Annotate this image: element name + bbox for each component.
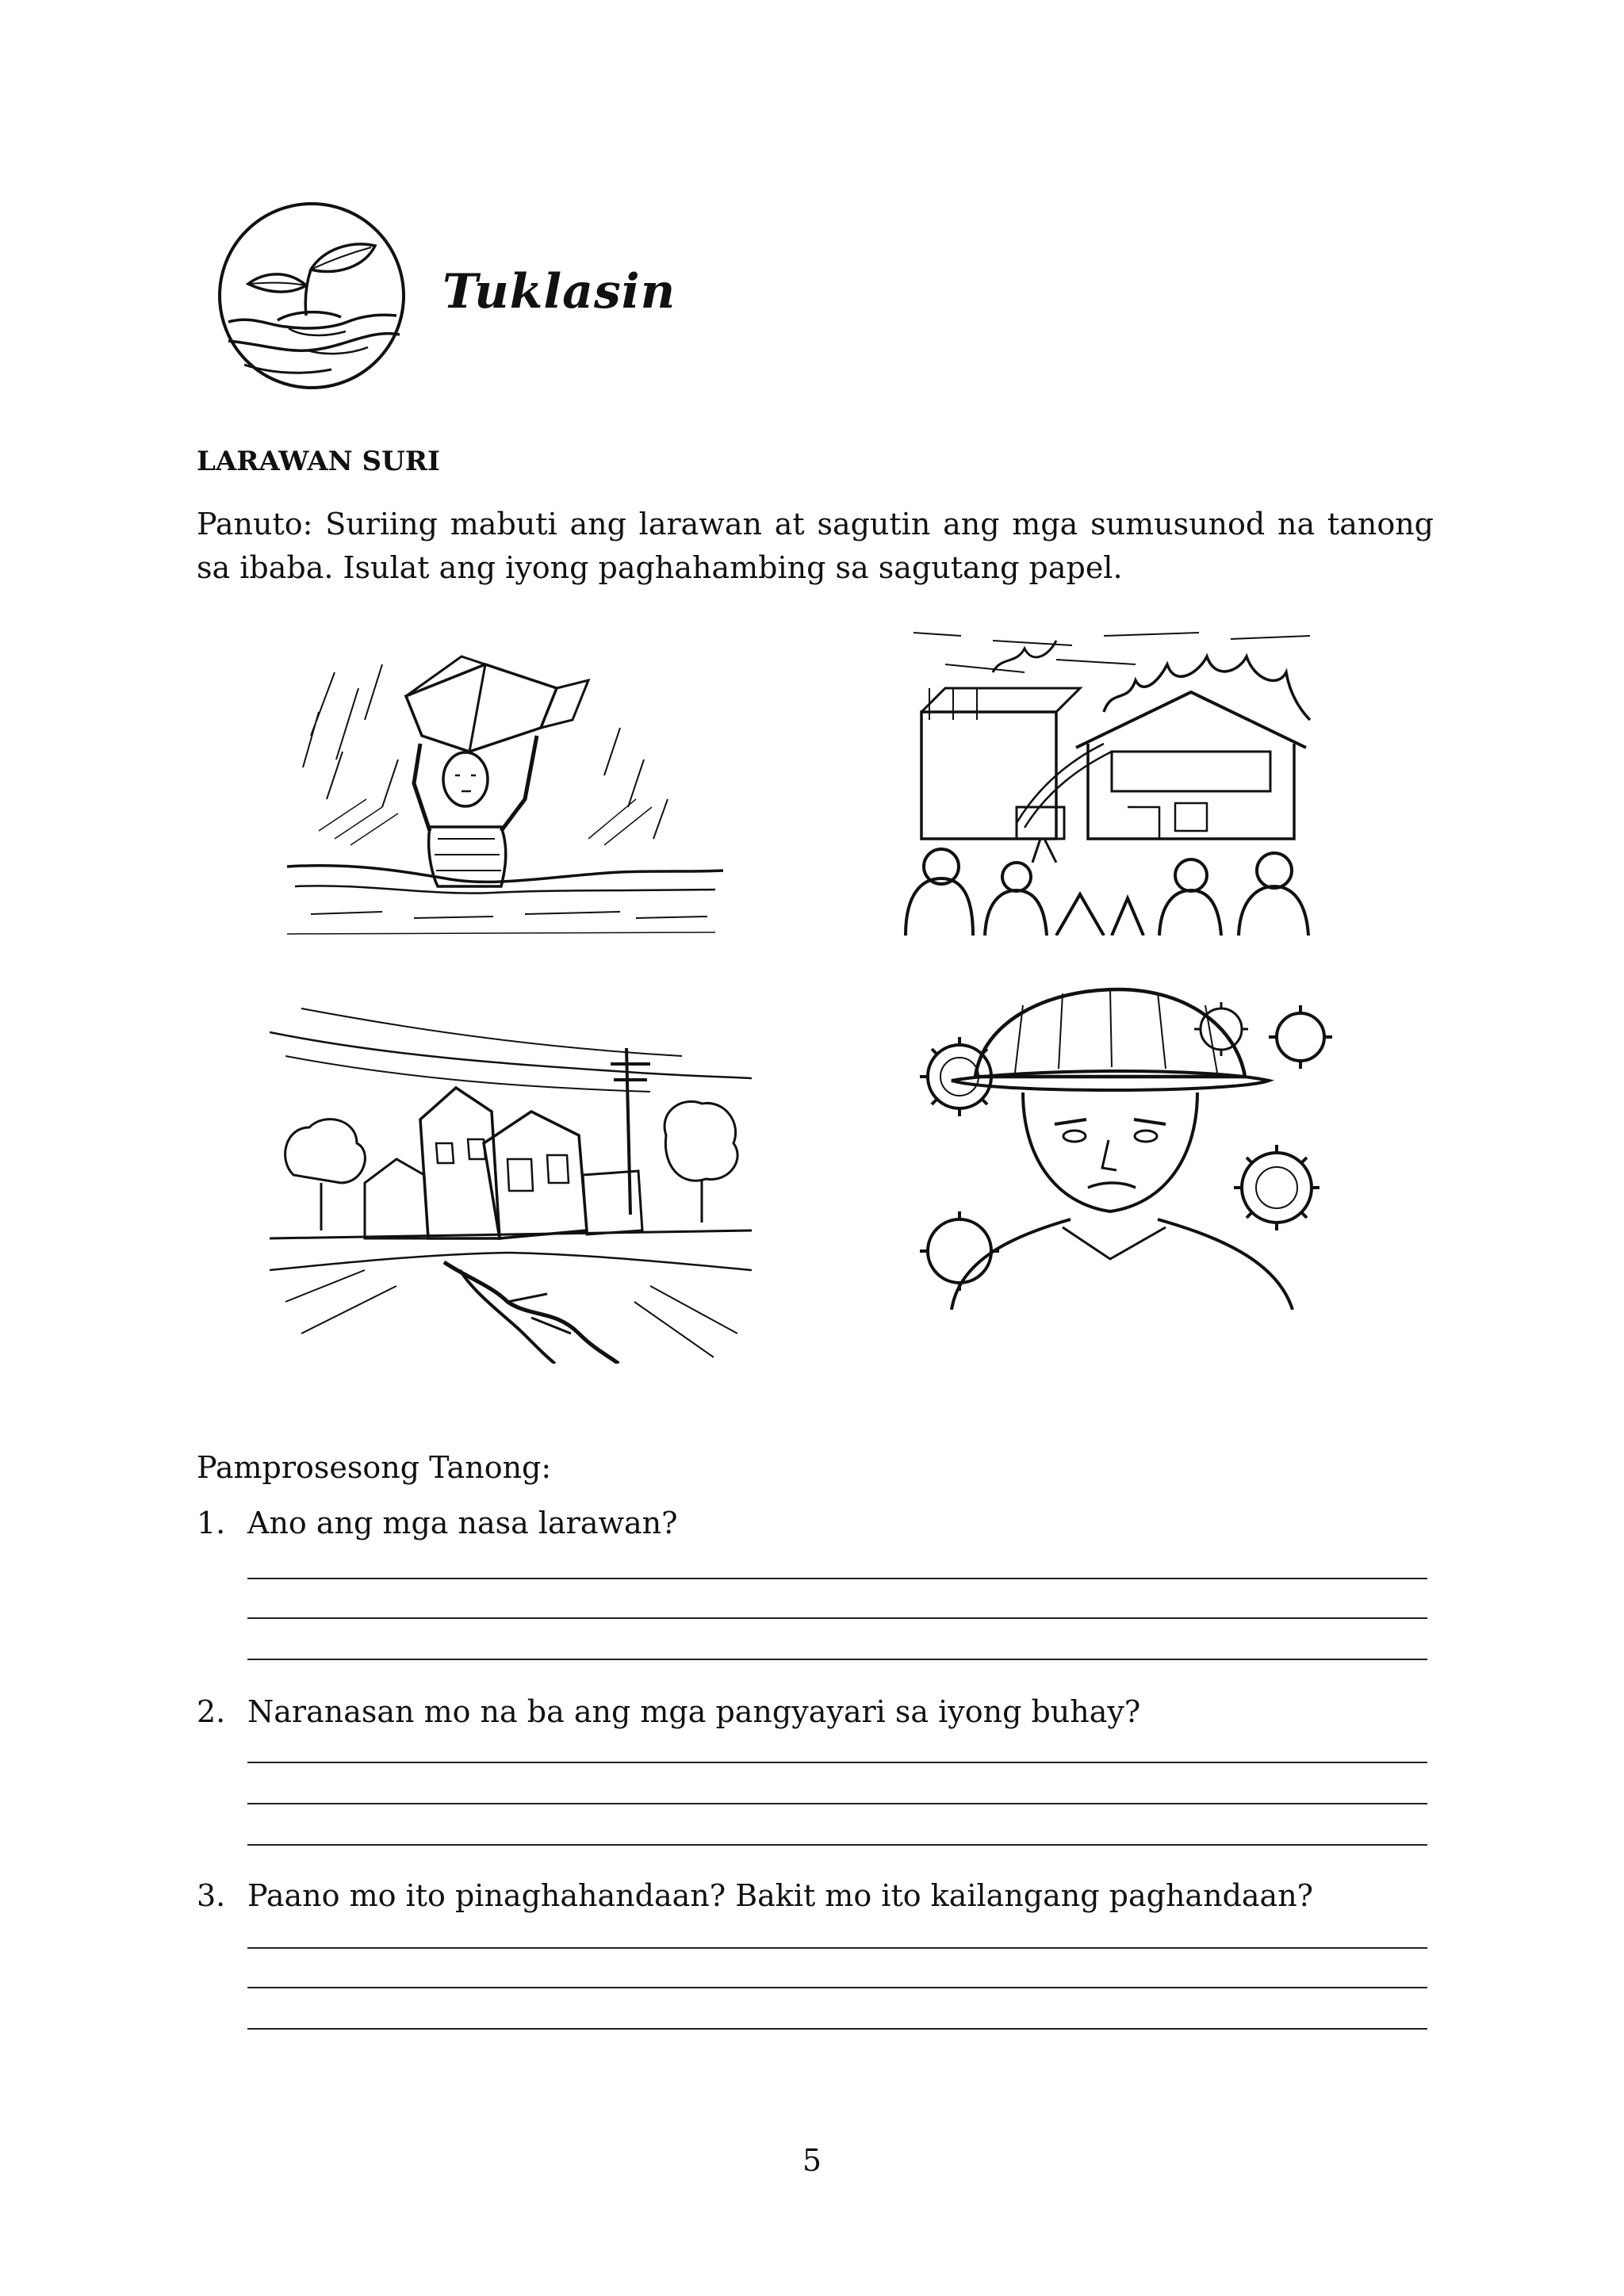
question-1-text: Ano ang mga nasa larawan? bbox=[247, 1506, 678, 1540]
question-2-text: Naranasan mo na ba ang mga pangyayari sa iyong buhay? bbox=[247, 1694, 1141, 1729]
seedling-in-hand-icon bbox=[213, 197, 411, 395]
question-2-answer-line-3[interactable] bbox=[247, 1844, 1427, 1846]
instructions: Panuto: Suriing mabuti ang larawan at sagutin ang mga sumusunod na tanong sa ibaba. Isulat ang iyong paghahambing sa sagutang papel. bbox=[197, 507, 1434, 585]
question-1-number: 1. bbox=[197, 1506, 226, 1540]
earthquake-cracked-road-icon bbox=[270, 1001, 752, 1364]
question-3-text: Paano mo ito pinaghahandaan? Bakit mo ito kailangang paghandaan? bbox=[247, 1878, 1314, 1913]
questions-heading: Pamprosesong Tanong: bbox=[197, 1450, 552, 1485]
virus-pandemic-person-icon bbox=[904, 974, 1348, 1310]
activity-heading: LARAWAN SURI bbox=[197, 446, 440, 477]
house-fire-icon bbox=[898, 625, 1326, 936]
question-2-number: 2. bbox=[197, 1694, 226, 1729]
question-2-answer-line-2[interactable] bbox=[247, 1803, 1427, 1804]
section-title: Tuklasin bbox=[442, 264, 676, 320]
question-1-answer-line-2[interactable] bbox=[247, 1617, 1427, 1619]
question-3-number: 3. bbox=[197, 1878, 226, 1913]
question-2-answer-line-1[interactable] bbox=[247, 1762, 1427, 1763]
page-number: 5 bbox=[802, 2143, 822, 2178]
question-3-answer-line-3[interactable] bbox=[247, 2028, 1427, 2030]
question-1-answer-line-1[interactable] bbox=[247, 1578, 1427, 1579]
question-3-answer-line-2[interactable] bbox=[247, 1987, 1427, 1988]
question-1-answer-line-3[interactable] bbox=[247, 1659, 1427, 1660]
question-3-answer-line-1[interactable] bbox=[247, 1947, 1427, 1949]
flood-person-wading-icon bbox=[287, 641, 723, 943]
